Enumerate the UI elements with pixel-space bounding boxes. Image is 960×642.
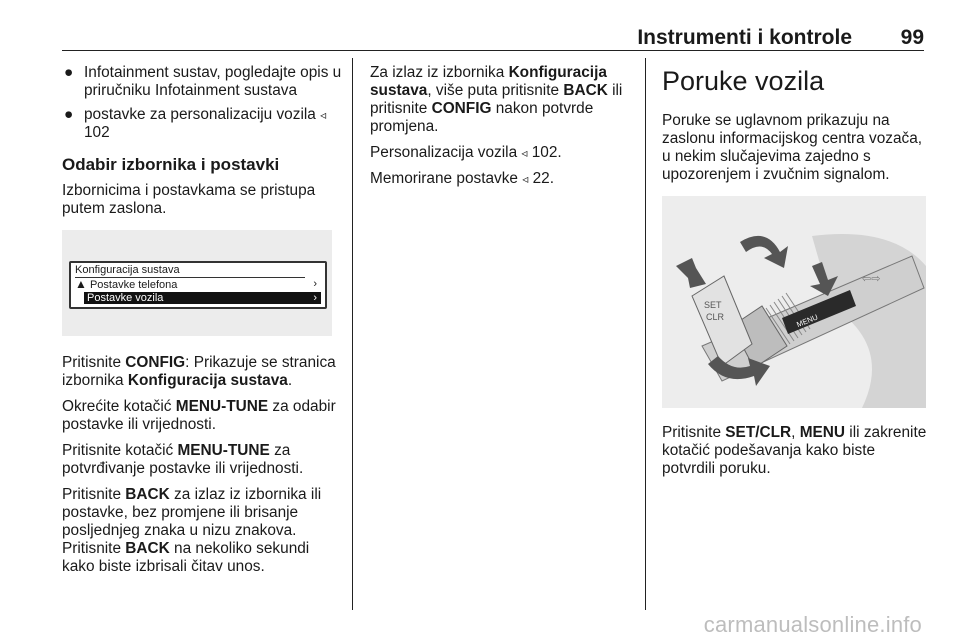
arrow-press-icon — [676, 258, 706, 288]
scroll-up-icon: ▲ — [75, 277, 87, 291]
paragraph: Za izlaz iz izbornika Konfiguracija sustava, više puta pritisnite BACK ili pritisnite CONFIG nakon potvrde promjena. — [370, 64, 623, 135]
paragraph: Pritisnite SET/CLR, MENU ili zakrenite kotačić podešavanja kako biste potvrdili poruku. — [662, 424, 927, 477]
paragraph: Pritisnite CONFIG: Prikazuje se stranica izbornika Konfiguracija sustava. — [62, 354, 336, 389]
stalk-drawing — [662, 196, 926, 408]
column-divider-2 — [645, 58, 646, 610]
bullet-icon: ● — [64, 64, 74, 81]
display-row-phone-settings: ▲ Postavke telefona › — [75, 277, 317, 291]
list-item: ● postavke za personalizaciju vozila ◃ 102 — [64, 106, 327, 141]
paragraph: Poruke se uglavnom prikazuju na zaslonu informacijskog centra vozača, u nekim slučajevima zajedno s upozorenjem i zvučnim signalom. — [662, 112, 923, 183]
list-item: ● Infotainment sustav, pogledajte opis u priručniku Infotainment sustava — [64, 64, 342, 99]
column-3 — [662, 64, 930, 486]
page-ref-icon: ◃ — [521, 146, 528, 160]
display-menu-title: Konfiguracija sustava — [75, 264, 180, 276]
chevron-right-icon: › — [313, 278, 317, 290]
paragraph: Pritisnite kotačić MENU-TUNE za potvrđivanje postavke ili vrijednosti. — [62, 442, 304, 477]
header-rule — [62, 50, 924, 51]
turn-signal-icon: ⇦⇨ — [862, 272, 881, 285]
display-screen — [69, 261, 327, 309]
page-ref-link[interactable]: 22 — [532, 170, 550, 187]
page-ref-icon: ◃ — [522, 172, 529, 186]
steering-stalk-illustration — [662, 196, 926, 408]
paragraph: Okrećite kotačić MENU-TUNE za odabir postavke ili vrijednosti. — [62, 398, 336, 433]
running-header-title: Instrumenti i kontrole — [637, 26, 852, 49]
display-row-vehicle-settings: Postavke vozila › — [84, 292, 321, 304]
chevron-right-icon: › — [313, 292, 317, 304]
column-2 — [370, 64, 636, 196]
column-divider-1 — [352, 58, 353, 610]
page-ref-icon: ◃ — [320, 108, 327, 122]
paragraph: Izbornicima i postavkama se pristupa putem zaslona. — [62, 182, 316, 217]
menu-label: MENU — [795, 312, 820, 330]
paragraph: Memorirane postavke ◃ 22. — [370, 170, 554, 187]
paragraph: Personalizacija vozila ◃ 102. — [370, 144, 562, 161]
bullet-icon: ● — [64, 106, 74, 123]
page-ref-link[interactable]: 102 — [84, 124, 110, 141]
clr-label: CLR — [706, 312, 725, 322]
section-heading: Odabir izbornika i postavki — [62, 155, 280, 174]
column-1 — [62, 64, 344, 584]
set-label: SET — [704, 300, 722, 310]
arrow-rotate-up-icon — [740, 236, 788, 268]
section-title: Poruke vozila — [662, 66, 825, 96]
page-ref-link[interactable]: 102 — [531, 144, 558, 161]
display-illustration — [62, 230, 332, 336]
paragraph: Pritisnite BACK za izlaz iz izbornika ili postavke, bez promjene ili brisanje posljednjeg znaka u nizu znakova. Pritisnite BACK na nekoliko sekundi kako biste izbrisali čitav unos. — [62, 486, 322, 575]
watermark: carmanualsonline.info — [703, 612, 922, 637]
page-number: 99 — [900, 26, 924, 49]
bullet-list — [62, 64, 344, 142]
